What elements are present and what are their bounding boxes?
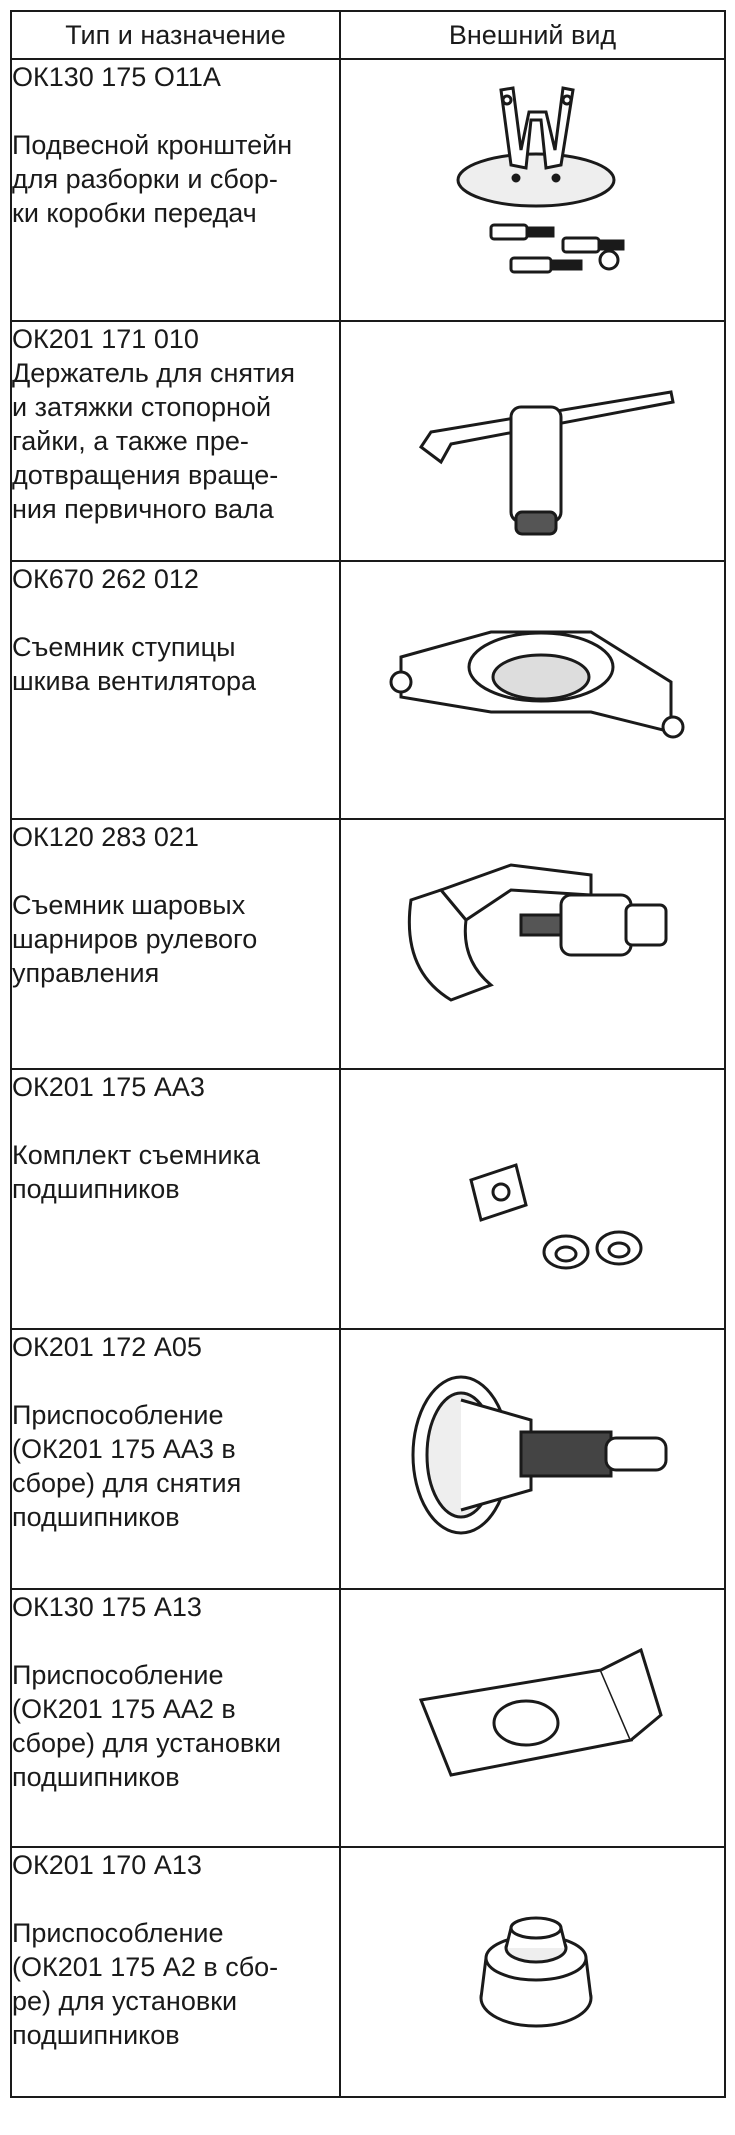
table-row xyxy=(11,321,725,561)
table-row xyxy=(11,1847,725,2097)
bearing-puller-kit-icon xyxy=(341,1070,726,1326)
row-image xyxy=(340,1847,725,2097)
tool-description: Приспособление (ОК201 175 А2 в сбо- ре) для установки подшипников xyxy=(12,1918,279,2050)
table-row xyxy=(11,1589,725,1847)
bracket-icon xyxy=(341,60,726,318)
row-image xyxy=(340,819,725,1069)
tool-description: Комплект съемника подшипников xyxy=(12,1140,261,1204)
row-description xyxy=(11,1847,340,2097)
tool-code: ОК201 175 АА3 xyxy=(12,1072,205,1102)
tool-code: ОК120 283 021 xyxy=(12,822,199,852)
table-row xyxy=(11,561,725,819)
tool-description: Приспособление (ОК201 175 АА3 в сборе) для снятия подшипников xyxy=(12,1400,242,1532)
tools-table xyxy=(10,10,726,2098)
header-type-purpose: Тип и назначение xyxy=(11,11,340,59)
tool-code: ОК201 171 010 xyxy=(12,324,199,354)
tool-description: Подвесной кронштейн для разборки и сбор- ки коробки передач xyxy=(12,130,293,228)
row-image xyxy=(340,1069,725,1329)
table-row xyxy=(11,1329,725,1589)
table-row xyxy=(11,819,725,1069)
tool-code: ОК670 262 012 xyxy=(12,564,199,594)
hub-puller-icon xyxy=(341,562,726,816)
tool-code: ОК201 170 А13 xyxy=(12,1850,202,1880)
row-description xyxy=(11,321,340,561)
table-header-row xyxy=(11,11,725,59)
row-description xyxy=(11,1069,340,1329)
tool-code: ОК130 175 А13 xyxy=(12,1592,202,1622)
bearing-removal-tool-icon xyxy=(341,1330,726,1586)
ball-joint-puller-icon xyxy=(341,820,726,1066)
tool-description: Приспособление (ОК201 175 АА2 в сборе) для установки подшипников xyxy=(12,1660,282,1792)
header-appearance: Внешний вид xyxy=(340,11,725,59)
tool-description: Съемник ступицы шкива вентилятора xyxy=(12,632,257,696)
row-image xyxy=(340,1589,725,1847)
tool-code: ОК130 175 О11А xyxy=(12,62,221,92)
row-image xyxy=(340,59,725,321)
bearing-install-plate-icon xyxy=(341,1590,726,1844)
row-description xyxy=(11,1329,340,1589)
row-description xyxy=(11,59,340,321)
row-image xyxy=(340,1329,725,1589)
row-description xyxy=(11,561,340,819)
row-description xyxy=(11,1589,340,1847)
t-handle-wrench-icon xyxy=(341,322,726,558)
tool-description: Держатель для снятия и затяжки стопорной гайки, а также пре- дотвращения враще- ния первичного вала xyxy=(12,358,296,524)
tool-code: ОК201 172 А05 xyxy=(12,1332,202,1362)
row-image xyxy=(340,321,725,561)
table-row xyxy=(11,1069,725,1329)
tool-description: Съемник шаровых шарниров рулевого управления xyxy=(12,890,258,988)
table-row xyxy=(11,59,725,321)
row-description xyxy=(11,819,340,1069)
row-image xyxy=(340,561,725,819)
bearing-install-cap-icon xyxy=(341,1848,726,2094)
